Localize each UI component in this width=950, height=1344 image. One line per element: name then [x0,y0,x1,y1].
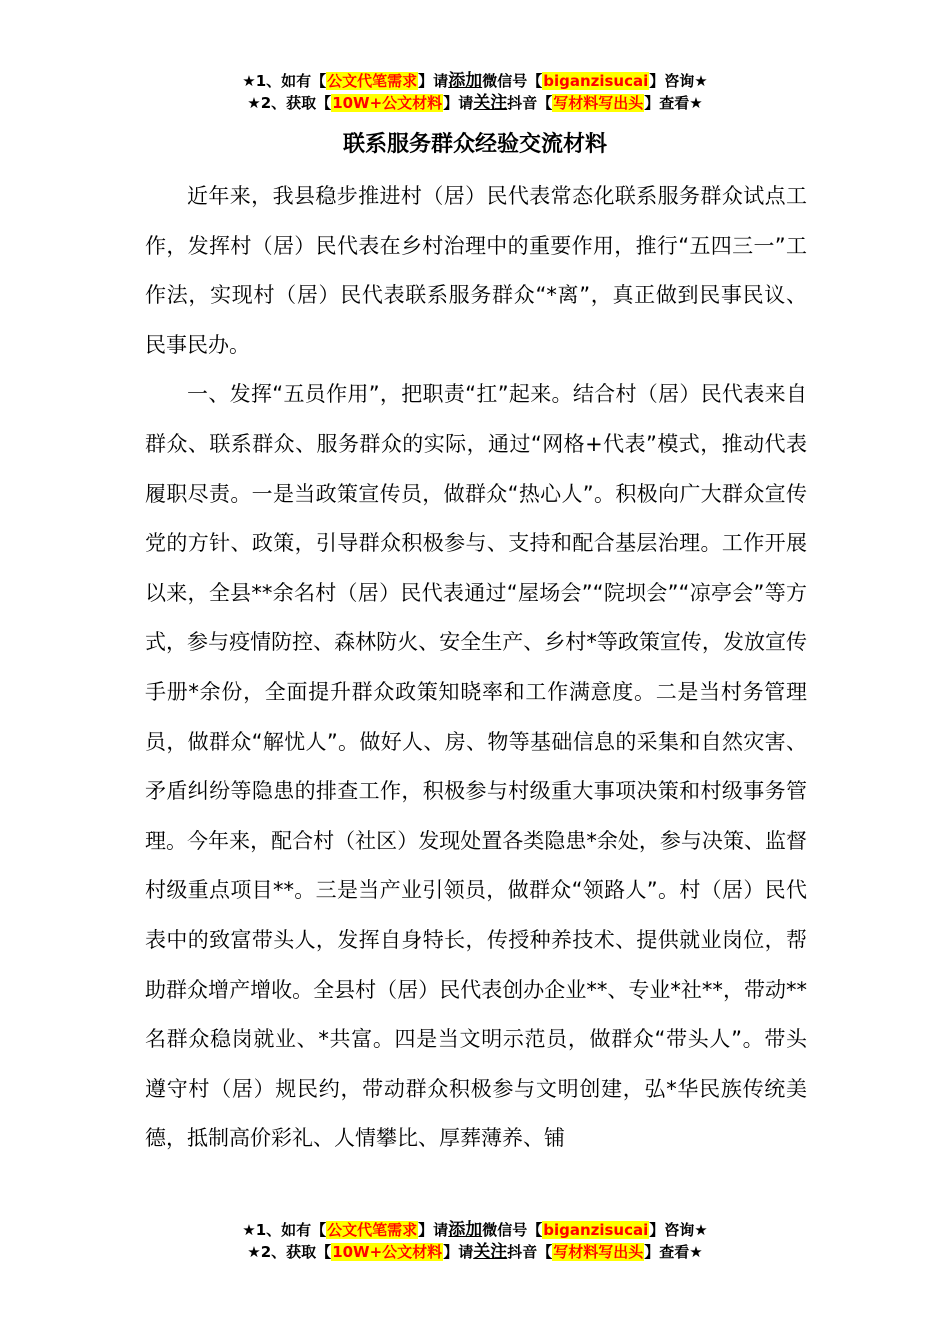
promo-emphasis: 关注 [473,1242,508,1262]
document-title: 联系服务群众经验交流材料 [342,132,607,157]
promo-text: 】查看★ [644,94,703,112]
promo-douyin-account: 写材料写出头 [553,94,644,112]
promo-douyin-account: 写材料写出头 [553,1243,644,1261]
promo-text: 抖音【 [507,94,553,112]
promo-text: 】请 [443,94,474,112]
promo-text: 】请 [418,1221,449,1239]
promo-text: ★1、如有【 [242,72,327,90]
promo-text: ★2、获取【 [247,1243,332,1261]
promo-highlight: 公文代笔需求 [327,1221,418,1239]
promo-text: 】查看★ [644,1243,703,1261]
promo-text: 】请 [418,72,449,90]
promo-emphasis: 添加 [448,1220,483,1240]
promo-line-1 [0,1219,950,1241]
promo-highlight: 公文代笔需求 [327,72,418,90]
promo-highlight: 10W+公文材料 [332,1243,443,1261]
promo-text: ★2、获取【 [247,94,332,112]
promo-text: 】咨询★ [649,72,708,90]
promo-text: 抖音【 [507,1243,553,1261]
promo-line-2 [0,1241,950,1263]
header-promo-banner [0,70,950,114]
promo-line-2 [0,92,950,114]
footer-promo-banner [0,1219,950,1263]
promo-text: ★1、如有【 [242,1221,327,1239]
promo-emphasis: 关注 [473,93,508,113]
body-paragraph: 一、发挥“五员作用”，把职责“扛”起来。结合村（居）民代表来自群众、联系群众、服务群众的实际，通过“网格+代表”模式，推动代表履职尽责。一是当政策宣传员，做群众“热心人”。积极向广大群众宣传党的方针、政策，引导群众积极参与、支持和配合基层治理。工作开展以来，全县**余名村（居）民代表通过“屋场会”“院坝会”“凉亭会”等方式，参与疫情防控、森林防火、安全生产、乡村*等政策宣传，发放宣传手册*余份，全面提升群众政策知晓率和工作满意度。二是当村务管理员，做群众“解忧人”。做好人、房、物等基础信息的采集和自然灾害、矛盾纠纷等隐患的排查工作，积极参与村级重大事项决策和村级事务管理。今年来，配合村（社区）发现处置各类隐患*余处，参与决策、监督村级重点项目**。三是当产业引领员，做群众“领路人”。村（居）民代表中的致富带头人，发挥自身特长，传授种养技术、提供就业岗位，帮助群众增产增收。全县村（居）民代表创办企业**、专业*社**，带动**名群众稳岗就业、*共富。四是当文明示范员，做群众“带头人”。带头遵守村（居）规民约，带动群众积极参与文明创建，弘*华民族传统美德，抵制高价彩礼、人情攀比、厚葬薄养、铺 [145,382,807,1151]
promo-emphasis: 添加 [448,71,483,91]
promo-wechat-id: biganzisucai [543,1221,649,1239]
promo-highlight: 10W+公文材料 [332,94,443,112]
promo-text: 】咨询★ [649,1221,708,1239]
promo-text: 微信号【 [482,1221,543,1239]
promo-line-1 [0,70,950,92]
promo-wechat-id: biganzisucai [543,72,649,90]
document-body [145,172,807,1164]
body-paragraph: 近年来，我县稳步推进村（居）民代表常态化联系服务群众试点工作，发挥村（居）民代表在乡村治理中的重要作用，推行“五四三一”工作法，实现村（居）民代表联系服务群众“*离”，真正做到民事民议、民事民办。 [145,184,807,357]
promo-text: 】请 [443,1243,474,1261]
promo-text: 微信号【 [482,72,543,90]
